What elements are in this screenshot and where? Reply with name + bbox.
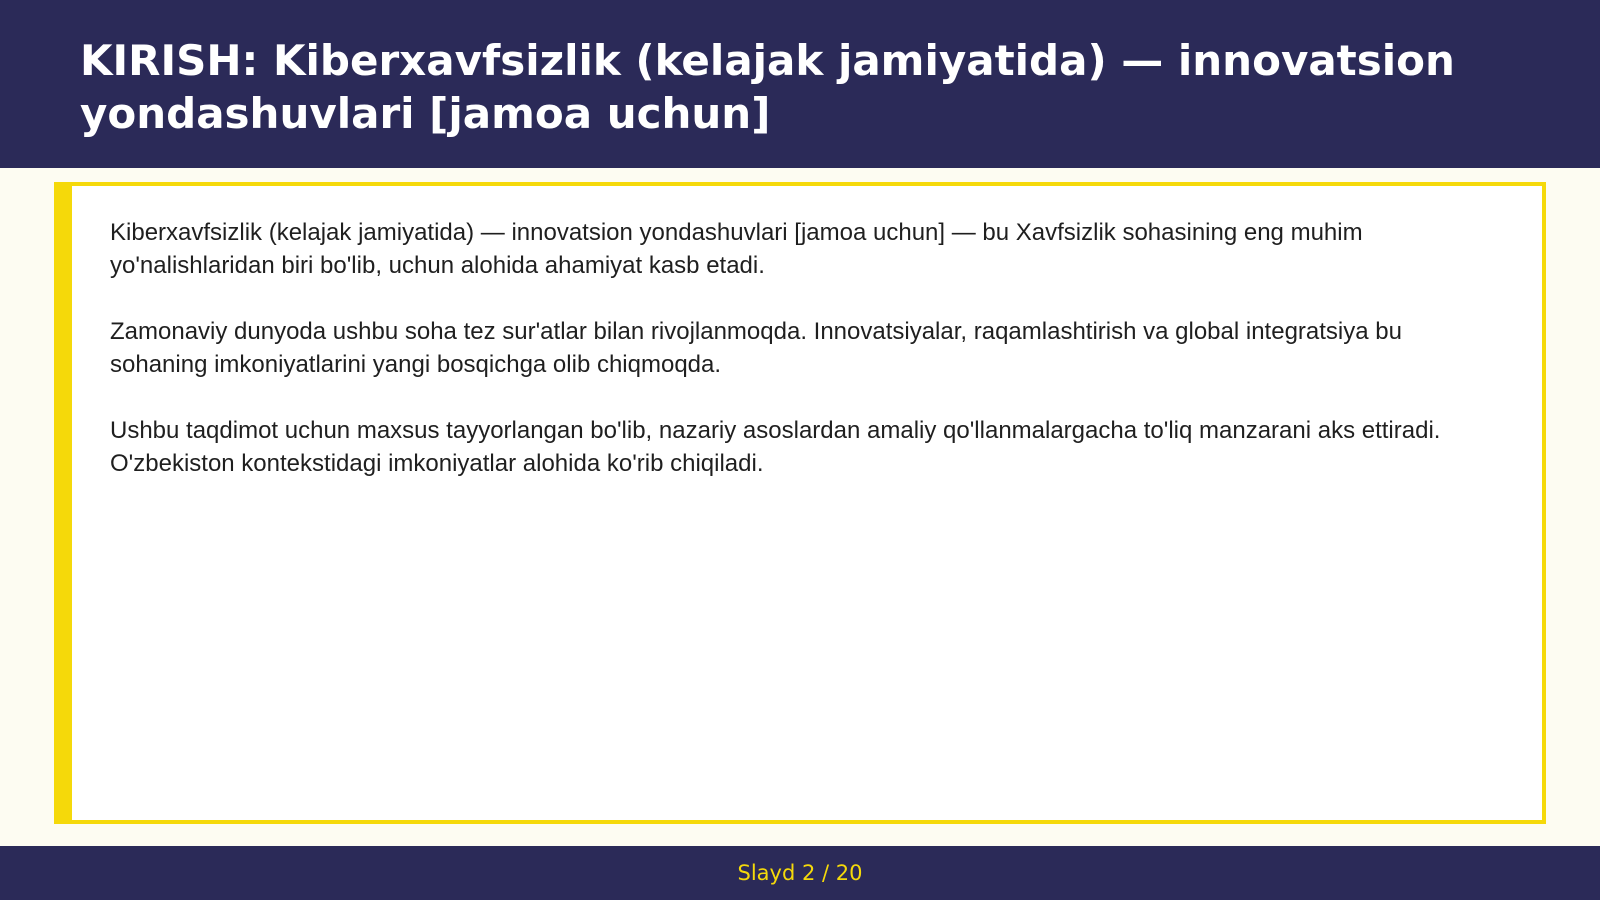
paragraph-presentation: Ushbu taqdimot uchun maxsus tayyorlangan bo'lib, nazariy asoslardan amaliy qo'llanmalargacha to'liq manzarani aks ettiradi. O'zbekiston kontekstidagi imkoniyatlar alohida ko'rib chiqiladi.: [110, 417, 1441, 477]
slide-footer: [0, 846, 1600, 900]
paragraph-modern-world: Zamonaviy dunyoda ushbu soha tez sur'atlar bilan rivojlanmoqda. Innovatsiyalar, raqamlashtirish va global integratsiya bu sohaning imkoniyatlarini yangi bosqichga olib chiqmoqda.: [110, 318, 1402, 378]
slide-title: KIRISH: Kiberxavfsizlik (kelajak jamiyatida) — innovatsion yondashuvlari [jamoa uchun]: [80, 36, 1455, 138]
slide-counter: Slayd 2 / 20: [737, 861, 863, 885]
slide-header: [0, 0, 1600, 168]
content-card: [54, 182, 1546, 824]
paragraph-intro: Kiberxavfsizlik (kelajak jamiyatida) — innovatsion yondashuvlari [jamoa uchun] — bu Xavfsizlik sohasining eng muhim yo'nalishlaridan biri bo'lib, uchun alohida ahamiyat kasb etadi.: [110, 219, 1363, 279]
